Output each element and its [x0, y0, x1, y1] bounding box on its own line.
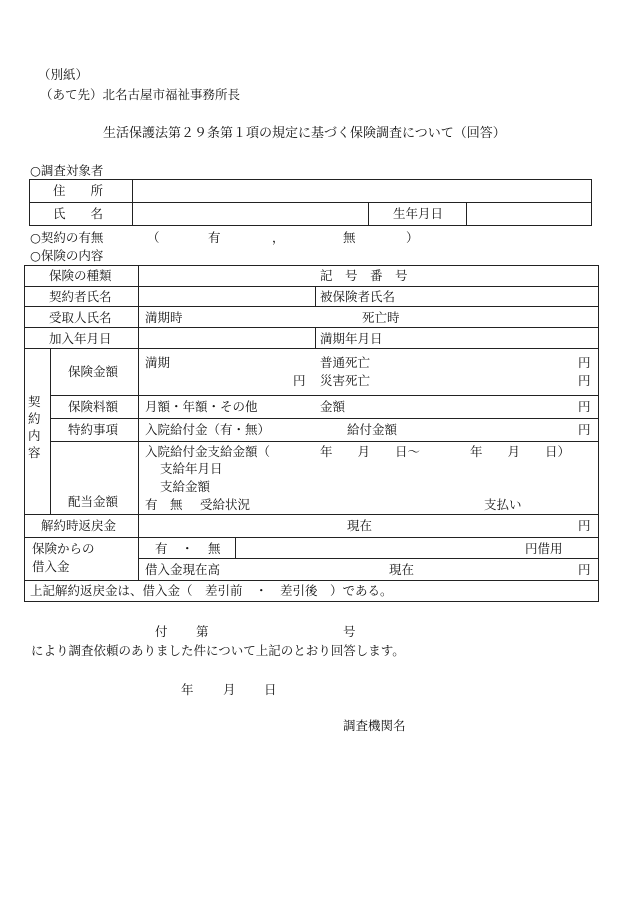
footer-dai: 第: [196, 624, 209, 639]
addressee: （あて先）北名古屋市福祉事務所長: [40, 87, 241, 102]
agency-name-label: 調査機関名: [343, 718, 406, 733]
footer-go: 号: [343, 624, 356, 639]
yen-accident-death: 円: [578, 373, 591, 388]
surrender-current: 現在: [347, 518, 373, 533]
yen-premium: 円: [578, 399, 591, 414]
payment-label: 支払い: [484, 497, 522, 512]
insurance-section-label: ○保険の内容: [30, 248, 104, 263]
contract-paren-open: （: [147, 230, 160, 245]
rider-label: 特約事項: [68, 422, 119, 437]
contract-yes: 有: [208, 230, 221, 245]
contract-details-label: 契約内容: [28, 394, 41, 460]
contract-status-label: ○契約の有無: [30, 230, 104, 245]
benefit-amount-label: 給付金額: [347, 422, 398, 437]
footer-statement: により調査依頼のありました件について上記のとおり回答します。: [31, 643, 405, 658]
paid-date-label: 支給年月日: [160, 461, 223, 476]
hospital-paid-label: 入院給付金支給金額（: [145, 444, 271, 459]
paid-amount-label: 支給金額: [160, 479, 211, 494]
footer-month: 月: [223, 682, 236, 697]
join-date-label: 加入年月日: [49, 331, 112, 346]
loan-dot: ・: [181, 541, 194, 556]
name-label: 氏 名: [53, 206, 104, 221]
yen-benefit: 円: [578, 422, 591, 437]
contract-no: 無: [343, 230, 356, 245]
loan-yen-borrowed: 円借用: [525, 541, 563, 556]
dividend-yes-no: 有 無: [145, 497, 183, 512]
loan-label-2: 借入金: [32, 559, 70, 574]
footer-fu: 付: [155, 624, 168, 639]
receipt-status-label: 受給状況: [200, 497, 251, 512]
yen-surrender: 円: [578, 518, 591, 533]
address-label: 住 所: [53, 183, 104, 198]
amount-label: 保険金額: [68, 364, 119, 379]
attachment-label: （別紙）: [38, 67, 89, 82]
contract-paren-close: ）: [406, 230, 419, 245]
beneficiary-maturity: 満期時: [145, 310, 183, 325]
surrender-label: 解約時返戻金: [41, 518, 117, 533]
amount-maturity: 満期: [145, 355, 171, 370]
loan-no: 無: [208, 541, 221, 556]
beneficiary-label: 受取人氏名: [49, 310, 112, 325]
loan-balance-label: 借入金現在高: [145, 562, 221, 577]
dividend-label: 配当金額: [68, 494, 119, 509]
accident-death-label: 災害死亡: [320, 373, 371, 388]
date-to: 年 月 日）: [470, 444, 571, 459]
normal-death-label: 普通死亡: [320, 355, 371, 370]
premium-label: 保険料額: [68, 399, 119, 414]
yen-loan-balance: 円: [578, 562, 591, 577]
footer-year: 年: [181, 682, 194, 697]
date-from: 年 月 日～: [320, 444, 421, 459]
contract-comma: ，: [272, 230, 285, 245]
insurance-type-label: 保険の種類: [49, 268, 112, 283]
subject-section-label: ○調査対象者: [30, 163, 104, 178]
insured-label: 被保険者氏名: [320, 289, 396, 304]
policy-number-label: 記 号 番 号: [320, 268, 408, 283]
dob-label: 生年月日: [393, 206, 444, 221]
loan-label-1: 保険からの: [32, 541, 95, 556]
loan-balance-current: 現在: [389, 562, 415, 577]
beneficiary-death: 死亡時: [362, 310, 400, 325]
yen-maturity: 円: [293, 373, 306, 388]
loan-yes: 有: [155, 541, 168, 556]
hospital-benefit: 入院給付金（有・無）: [145, 422, 271, 437]
maturity-date-label: 満期年月日: [320, 331, 383, 346]
contractor-label: 契約者氏名: [49, 289, 112, 304]
footer-day: 日: [264, 682, 277, 697]
surrender-note: 上記解約返戻金は、借入金（ 差引前 ・ 差引後 ）である。: [30, 583, 393, 598]
premium-amount-label: 金額: [320, 399, 346, 414]
premium-period: 月額・年額・その他: [145, 399, 258, 414]
document-title: 生活保護法第２９条第１項の規定に基づく保険調査について（回答）: [103, 126, 506, 141]
yen-normal-death: 円: [578, 355, 591, 370]
